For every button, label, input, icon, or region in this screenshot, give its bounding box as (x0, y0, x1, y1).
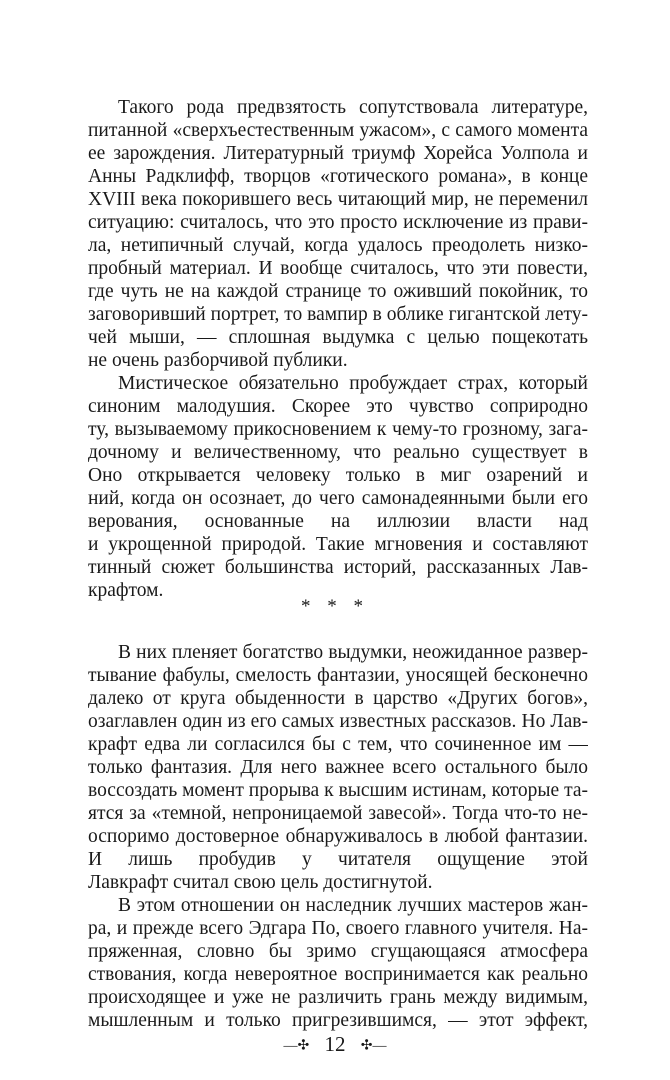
text-line: Анны Радклифф, творцов «готического романа», в конце (88, 166, 588, 187)
text-line: чей мыши, — сплошная выдумка с целью пощекотать (88, 327, 588, 348)
ornament-right: ✣— (360, 1038, 387, 1054)
text-line: ний, когда он осознает, до чего самонадеянными были его (88, 488, 588, 509)
text-line: где чуть не на каждой странице то оживший покойник, то (88, 281, 588, 302)
text-line: крафт едва ли согласился бы с тем, что сочиненное им — (88, 734, 588, 755)
page-footer (0, 1032, 670, 1057)
text-line: тинный сюжет большинства историй, рассказанных Лав- (88, 557, 588, 578)
text-line: Оно открывается человеку только в миг озарений и (88, 465, 588, 486)
section-break: * * * (301, 596, 369, 617)
text-line: озаглавлен один из его самых известных рассказов. Но Лав- (88, 711, 588, 732)
text-line: воссоздать момент прорыва к высшим истинам, которые та- (88, 780, 588, 801)
text-line: оспоримо достоверное обнаруживалось в любой фантазии. (88, 826, 588, 847)
text-line: Такого рода предвзятость сопутствовала литературе, (118, 97, 588, 118)
text-line: и укрощенной природой. Такие мгновения и составляют (88, 534, 588, 555)
text-line: не очень разборчивой публики. (88, 350, 348, 371)
text-line: ситуацию: считалось, что это просто исключение из прави- (88, 212, 588, 233)
text-line: XVIII века покорившего весь читающий мир, не переменил (88, 189, 588, 210)
text-line: мышленным и только пригрезившимся, — этот эффект, (88, 1010, 588, 1031)
text-line: тывание фабулы, смелость фантазии, уносящей бесконечно (88, 665, 588, 686)
text-line: питанной «сверхъестественным ужасом», с самого момента (88, 120, 588, 141)
text-line: ту, вызываемому прикосновением к чему-то грозному, зага- (88, 419, 588, 440)
text-line: дочному и величественному, что реально существует в (88, 442, 588, 463)
text-line: ее зарождения. Литературный триумф Хорейса Уолпола и (88, 143, 588, 164)
text-line: верования, основанные на иллюзии власти над (88, 511, 588, 532)
text-line: синоним малодушия. Скорее это чувство соприродно (88, 396, 588, 417)
text-block-1 (88, 96, 588, 602)
text-line: крафтом. (88, 580, 164, 601)
text-line: Мистическое обязательно пробуждает страх, который (118, 373, 588, 394)
text-line: ла, нетипичный случай, когда удалось преодолеть низко- (88, 235, 588, 256)
text-line: ствования, когда невероятное воспринимается как реально (88, 964, 588, 985)
text-line: далеко от круга обыденности в царство «Других богов», (88, 688, 588, 709)
text-line: пробный материал. И вообще считалось, что эти повести, (88, 258, 588, 279)
text-line: происходящее и уже не различить грань между видимым, (88, 987, 588, 1008)
text-line: В этом отношении он наследник лучших мастеров жан- (118, 895, 588, 916)
text-block-2 (88, 641, 588, 1032)
text-line: заговоривший портрет, то вампир в облике гигантской лету- (88, 304, 588, 325)
text-line: И лишь пробудив у читателя ощущение этой (88, 849, 588, 870)
text-line: В них пленяет богатство выдумки, неожиданное развер- (118, 642, 588, 663)
text-line: ятся за «темной, непроницаемой завесой». Тогда что-то не- (88, 803, 588, 824)
text-line: Лавкрафт считал свою цель достигнутой. (88, 872, 433, 893)
ornament-left: —✣ (283, 1038, 310, 1054)
page-number: 12 (324, 1032, 346, 1056)
text-line: ра, и прежде всего Эдгара По, своего главного учителя. На- (88, 918, 588, 939)
text-line: только фантазия. Для него важнее всего остального было (88, 757, 588, 778)
text-line: пряженная, словно бы зримо сгущающаяся атмосфера (88, 941, 588, 962)
